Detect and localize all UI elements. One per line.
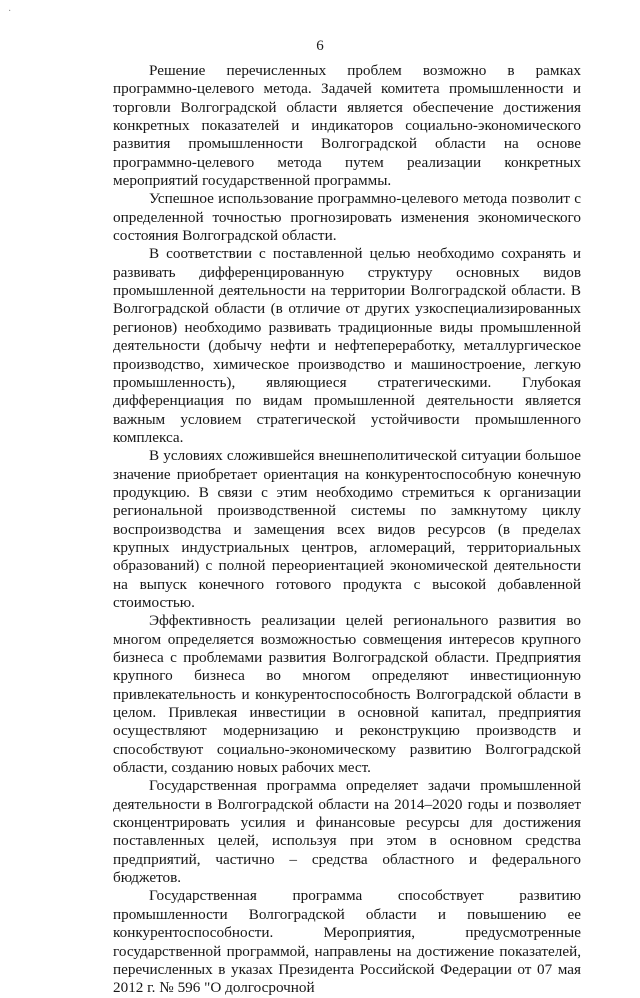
paragraph-program-tasks: Государственная программа определяет задачи промышленной деятельности в Волгоградской области на 2014–2020 годы и позволяет сконцентрировать усилия и финансовые ресурсы для достижения поставленных целей, используя при этом в основном средства предприятий, частично – средства областного и федерального бюджетов. [113,777,581,887]
page-number: 6 [316,38,324,54]
paragraph-program-development: Государственная программа способствует развитию промышленности Волгоградской области и повышению ее конкурентоспособности. Мероприятия, предусмотренные государственной программой, направлены на достижение показателей, перечисленных в указах Президента Российской Федерации от 07 мая 2012 г. № 596 "О долгосрочной [113,887,581,997]
scan-margin-mark: · [8,6,12,17]
paragraph-program-method: Решение перечисленных проблем возможно в рамках программно-целевого метода. Задачей комитета промышленности и торговли Волгоградской области является обеспечение достижения конкретных показателей и индикаторов социально-экономического развития промышленности Волгоградской области на основе программно-целевого метода путем реализации конкретных мероприятий государственной программы. [113,62,581,190]
paragraph-method-forecast: Успешное использование программно-целевого метода позволит с определенной точностью прогнозировать изменения экономического состояния Волгоградской области. [113,190,581,245]
paragraph-big-business: Эффективность реализации целей регионального развития во многом определяется возможностью совмещения интересов крупного бизнеса с проблемами развития Волгоградской области. Предприятия крупного бизнеса во многом определяют инвестиционную привлекательность и конкурентоспособность Волгоградской области в целом. Привлекая инвестиции в основной капитал, предприятия осуществляют модернизацию и реконструкцию производств и способствуют социально-экономическому развитию Волгоградской области, созданию новых рабочих мест. [113,612,581,777]
paragraph-industry-structure: В соответствии с поставленной целью необходимо сохранять и развивать дифференцированную структуру основных видов промышленной деятельности на территории Волгоградской области. В Волгоградской области (в отличие от других узкоспециализированных регионов) необходимо развивать традиционные виды промышленной деятельности (добычу нефти и нефтепереработку, металлургическое производство, химическое производство и машиностроение, легкую промышленность), являющиеся стратегическими. Глубокая дифференциация по видам промышленной деятельности является важным условием стратегической устойчивости промышленного комплекса. [113,245,581,446]
body-text [113,62,581,998]
paragraph-competitive-products: В условиях сложившейся внешнеполитической ситуации большое значение приобретает ориентация на конкурентоспособную конечную продукцию. В связи с этим необходимо стремиться к организации региональной производственной системы по замкнутому циклу воспроизводства и замещения всех видов ресурсов (в пределах крупных индустриальных центров, агломераций, территориальных образований) с полной переориентацией экономической деятельности на выпуск конечного готового продукта с высокой добавленной стоимостью. [113,447,581,611]
